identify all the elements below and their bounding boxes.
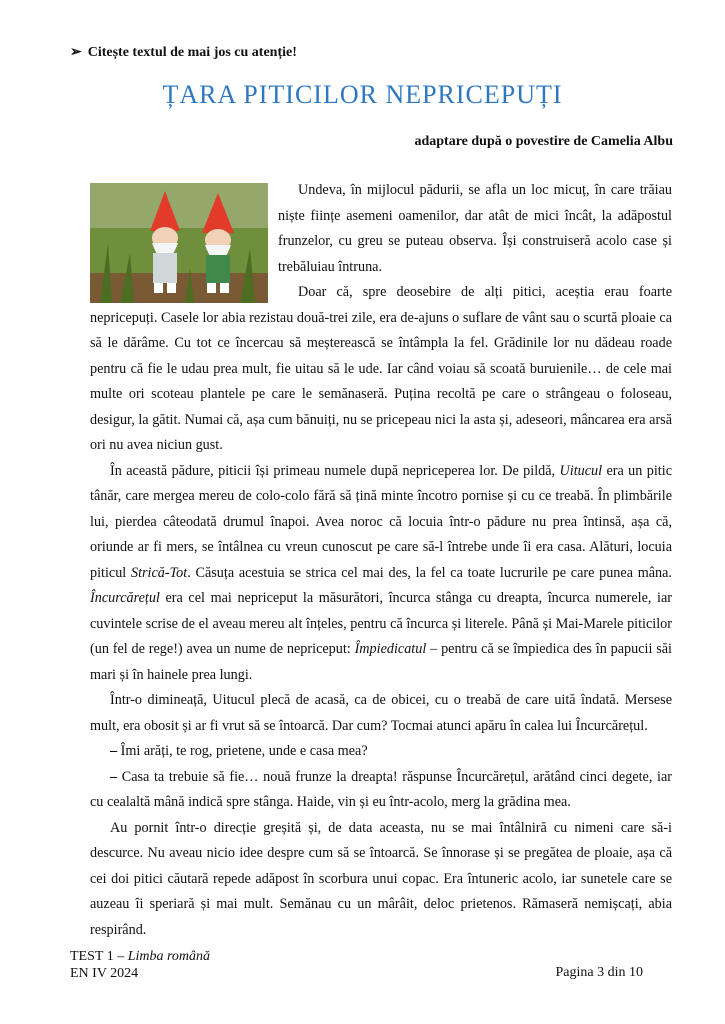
instruction-text: Citește textul de mai jos cu atenție! xyxy=(87,45,297,60)
story-body xyxy=(90,178,672,943)
paragraph-text: era cel mai nepriceput la măsurători, încurca stânga cu dreapta, încurca numerele, iar cuvintele scrise de el aveau mereu alt înțeles, pentru că încurca și literele. Până și Mai-Marele piticilor (un fel de rege!) avea un nume de nepriceput: xyxy=(90,590,672,657)
story-subtitle: adaptare după o povestire de Camelia Albu xyxy=(414,134,673,149)
paragraph-text: Doar că, spre deosebire de alți pitici, aceștia erau foarte nepricepuți. Casele lor abia rezistau două-trei zile, era de-ajuns o suflare de vânt sau o scurtă ploaie ca să le dărâme. Cu tot ce încercau să meșterească se întâmpla la fel. Grădinile lor nu dădeau roade pentru că fie le udau prea mult, fie uitau să le ude. Iar când voiau să scoată buruienile… de cele mai multe ori scoteau plantele pe care le semănaseră. Puțina recoltă pe care o strângeau o foloseau, desigur, la gătit. Numai că, așa cum bănuiți, nu se pricepeau nici la asta și, adeseori, mâncarea era arsă ori nu avea niciun gust. xyxy=(90,284,672,453)
story-paragraph xyxy=(90,280,672,459)
story-title: ȚARA PITICILOR NEPRICEPUȚI xyxy=(162,80,563,109)
paragraph-text: Îmi arăți, te rog, prietene, unde e casa mea? xyxy=(120,743,368,759)
character-name: Încurcărețul xyxy=(90,590,160,606)
story-paragraph xyxy=(90,816,672,944)
paragraph-text: – xyxy=(110,743,121,759)
footer-subject: Limba română xyxy=(127,949,211,964)
gnomes-image xyxy=(90,183,268,303)
paragraph-text: – xyxy=(110,768,122,785)
gnomes-illustration-icon xyxy=(90,183,268,303)
story-paragraph xyxy=(90,459,672,689)
page-number: Pagina 3 din 10 xyxy=(555,965,643,980)
character-name: Împiedicatul xyxy=(354,641,427,657)
paragraph-text: Casa ta trebuie să fie… nouă frunze la dreapta! răspunse Încurcărețul, arătând cinci degete, iar cu cealaltă mână indică spre stânga. Haide, vin și eu într-acolo, merg la grădina mea. xyxy=(90,768,673,810)
story-paragraph xyxy=(90,688,672,739)
footer-exam: EN IV 2024 xyxy=(70,966,139,981)
character-name: Uitucul xyxy=(559,462,603,479)
paragraph-text: Într-o dimineață, Uitucul plecă de acasă, ca de obicei, cu o treabă de care uită îndată. Mersese mult, era obosit și ar fi vrut să se întoarcă. Dar cum? Tocmai atunci apăru în calea lui Încurcărețul. xyxy=(90,692,672,734)
paragraph-text: – pentru că se împiedica des în papucii săi mari și în hainele prea lungi. xyxy=(90,641,672,683)
story-paragraph xyxy=(90,739,672,765)
paragraph-text: În această pădure, piticii își primeau numele după nepriceperea lor. De pildă, xyxy=(110,462,560,479)
paragraph-text: Undeva, în mijlocul pădurii, se afla un loc micuț, în care trăiau niște ființe asemeni oamenilor, dar atât de mici încât, la adăpostul frunzelor, cu greu se puteau observa. Își construiseră acolo case și trebăluiau întruna. xyxy=(278,182,672,275)
paragraph-text: era un pitic tânăr, care mergea mereu de colo-colo fără să țină minte încotro pornise și cu ce treabă. În plimbările lui, pierdea câteodată drumul înapoi. Avea noroc că locuia într-o pădure nu prea întinsă, așa că, oriunde ar fi mers, se întâlnea cu vreun cunoscut pe care să-l întrebe unde îi era casa. Alături, locuia piticul xyxy=(90,462,672,581)
character-name: Strică-Tot xyxy=(130,564,188,581)
paragraph-text: . Căsuța acestuia se strica cel mai des, la fel ca toate lucrurile pe care punea mâna. xyxy=(187,564,672,581)
instruction xyxy=(70,44,297,61)
footer-left xyxy=(70,948,210,982)
story-paragraph xyxy=(90,765,672,816)
arrow-bullet-icon: ➢ xyxy=(70,45,82,60)
paragraph-text: Au pornit într-o direcție greșită și, de data aceasta, nu se mai întâlniră cu nimeni care să-i descurce. Nu aveau nicio idee despre cum să se întoarcă. Se înnorase și se pregătea de ploaie, așa că cei doi pitici căutară repede adăpost în scorbura unui copac. Era întuneric acolo, iar sunetele care se auzeau îi speriară și mai mult. Semănau cu un mârâit, deloc prietenos. Rămaseră nemișcați, abia respirând. xyxy=(90,819,672,938)
footer-test-label: TEST 1 – xyxy=(70,949,128,964)
